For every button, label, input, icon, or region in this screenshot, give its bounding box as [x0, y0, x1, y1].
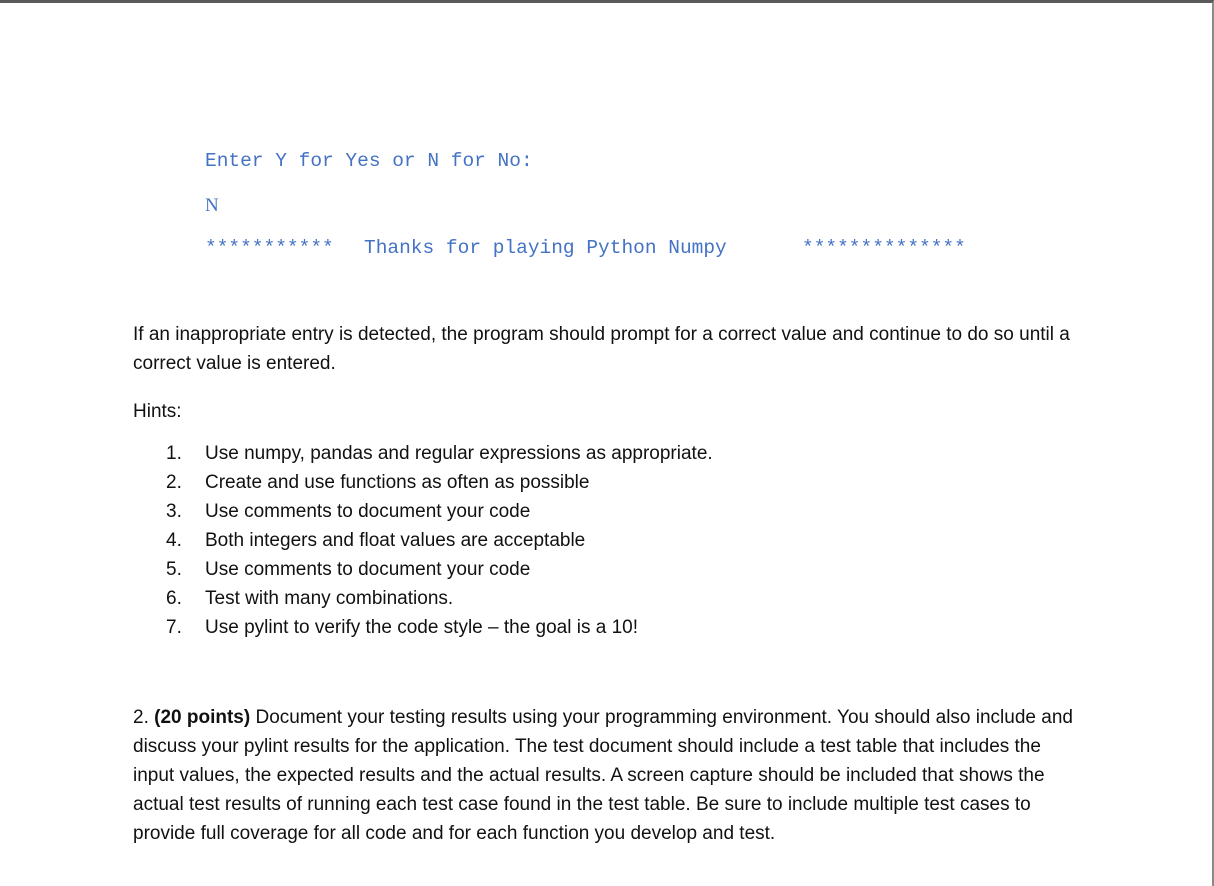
console-thanks-message: Thanks for playing Python Numpy: [364, 237, 727, 259]
instruction-paragraph: If an inappropriate entry is detected, the program should prompt for a correct value and continue to do so until a correct value is entered.: [133, 324, 1070, 374]
list-item-number: 2.: [166, 472, 182, 493]
list-item: [166, 497, 713, 526]
console-stars-left: ***********: [205, 237, 334, 259]
question-text: Document your testing results using your programming environment. You should also include and discuss your pylint results for the application. The test document should include a test table that includes the input values, the expected results and the actual results. A screen capture should be included that shows the actual test results of running each test case found in the test table. Be sure to include multiple test cases to provide full coverage for all code and for each function you develop and test.: [133, 707, 1073, 844]
list-item: [166, 555, 713, 584]
list-item-text: Use pylint to verify the code style – the goal is a 10!: [205, 617, 639, 638]
list-item-text: Use numpy, pandas and regular expressions as appropriate.: [205, 443, 713, 464]
list-item-number: 4.: [166, 530, 182, 551]
list-item: [166, 584, 713, 613]
console-prompt-line: Enter Y for Yes or N for No:: [205, 150, 533, 172]
list-item-number: 7.: [166, 617, 182, 638]
list-item: [166, 439, 713, 468]
console-answer: N: [205, 195, 219, 216]
console-stars-right: **************: [802, 237, 966, 259]
list-item: [166, 613, 713, 642]
list-item-number: 3.: [166, 501, 182, 522]
list-item-number: 1.: [166, 443, 182, 464]
hints-list: [166, 439, 713, 642]
list-item: [166, 468, 713, 497]
list-item-number: 5.: [166, 559, 182, 580]
list-item-text: Test with many combinations.: [205, 588, 454, 609]
list-item-text: Both integers and float values are acceptable: [205, 530, 586, 551]
list-item-text: Create and use functions as often as possible: [205, 472, 590, 493]
question-2-paragraph: [133, 703, 1073, 848]
hints-label: Hints:: [133, 401, 182, 422]
question-number: 2.: [133, 707, 149, 728]
list-item-text: Use comments to document your code: [205, 501, 531, 522]
list-item: [166, 526, 713, 555]
question-points: (20 points): [154, 707, 251, 728]
list-item-number: 6.: [166, 588, 182, 609]
list-item-text: Use comments to document your code: [205, 559, 531, 580]
